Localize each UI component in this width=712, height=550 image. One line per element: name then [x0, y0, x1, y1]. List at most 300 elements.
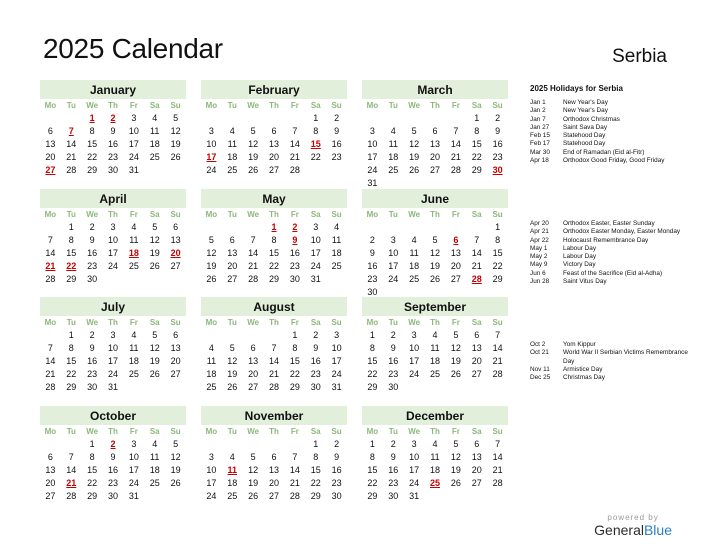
day-cell: 28: [492, 369, 503, 379]
day-cell: 15: [492, 248, 503, 258]
day-cell: 13: [269, 465, 280, 475]
weekday-label: Su: [331, 427, 342, 436]
weekday-label: Th: [108, 101, 118, 110]
holiday-name: New Year's Day: [563, 99, 608, 106]
day-cell: 18: [331, 248, 342, 258]
day-cell: 1: [369, 330, 375, 340]
day-cell: 28: [269, 382, 280, 392]
holiday-row: [530, 140, 695, 148]
day-cell: 12: [248, 465, 259, 475]
day-cell: 15: [367, 465, 378, 475]
day-cell: 14: [471, 248, 482, 258]
day-cell: 2: [390, 439, 396, 449]
day-cell: 11: [430, 343, 440, 353]
holiday-row: [530, 99, 695, 107]
day-cell: 30: [87, 382, 98, 392]
day-cell: 8: [369, 343, 375, 353]
month-may: [201, 189, 347, 286]
weekday-label: We: [86, 210, 99, 219]
day-cell: 22: [310, 152, 321, 162]
day-cell: 10: [108, 235, 119, 245]
day-cell: 26: [450, 478, 461, 488]
weekday-label: Sa: [471, 318, 482, 327]
day-cell: 17: [108, 356, 119, 366]
day-cell: 13: [45, 465, 56, 475]
page-title: 2025 Calendar: [43, 33, 223, 64]
day-cell: 6: [173, 330, 179, 340]
day-cell: 15: [310, 465, 321, 475]
weekday-label: Tu: [227, 210, 237, 219]
day-cell: 6: [271, 452, 277, 462]
holiday-day-cell: 11: [227, 465, 238, 475]
holiday-name: Victory Day: [563, 261, 596, 269]
day-cell: 7: [292, 452, 298, 462]
day-cell: 3: [334, 330, 340, 340]
powered-by-text: powered by: [607, 513, 659, 522]
day-cell: 26: [149, 261, 160, 271]
day-cell: 16: [289, 248, 300, 258]
empty-cell: [284, 112, 305, 125]
holiday-date: May 9: [530, 261, 548, 269]
holidays-list-q1: [530, 99, 695, 165]
weekday-label: Th: [108, 427, 118, 436]
weekday-label: Mo: [205, 101, 218, 110]
weekday-label: Fr: [290, 318, 299, 327]
day-cell: 9: [89, 343, 95, 353]
day-cell: 27: [471, 369, 482, 379]
weekday-label: Th: [430, 101, 440, 110]
day-cell: 29: [269, 274, 280, 284]
holiday-date: Oct 2: [530, 341, 546, 348]
holiday-name: Christmas Day: [563, 374, 605, 382]
day-cell: 4: [334, 222, 340, 232]
holiday-row: [530, 270, 695, 278]
day-cell: 6: [47, 452, 53, 462]
holiday-row: [530, 349, 695, 366]
day-cell: 8: [313, 126, 319, 136]
day-cell: 19: [450, 465, 461, 475]
day-cell: 3: [411, 330, 417, 340]
holiday-day-cell: 6: [453, 235, 459, 245]
day-cell: 27: [170, 261, 181, 271]
holiday-row: [530, 157, 695, 165]
day-cell: 16: [492, 139, 503, 149]
day-cell: 8: [369, 452, 375, 462]
holidays-list-q2: [530, 220, 695, 286]
day-cell: 10: [206, 465, 217, 475]
empty-cell: [61, 438, 82, 451]
days-grid: [201, 425, 347, 503]
day-cell: 30: [108, 165, 119, 175]
empty-cell: [243, 112, 264, 125]
days-grid: [40, 425, 186, 503]
day-cell: 2: [313, 330, 319, 340]
holiday-date: Feb 15: [530, 132, 550, 140]
weekday-label: Mo: [44, 210, 57, 219]
day-cell: 27: [170, 369, 181, 379]
brand-name-blue: Blue: [643, 522, 672, 538]
holiday-day-cell: 30: [492, 165, 503, 175]
day-cell: 20: [269, 478, 280, 488]
day-cell: 19: [170, 139, 181, 149]
day-cell: 19: [248, 478, 259, 488]
day-cell: 13: [45, 139, 56, 149]
day-cell: 21: [289, 152, 300, 162]
month-july: [40, 297, 186, 394]
day-cell: 2: [334, 439, 340, 449]
weekday-label: Th: [108, 210, 118, 219]
day-cell: 17: [409, 356, 420, 366]
day-cell: 6: [474, 330, 480, 340]
day-cell: 29: [66, 274, 77, 284]
day-cell: 9: [390, 343, 396, 353]
weekday-label: Fr: [290, 427, 299, 436]
empty-cell: [425, 221, 446, 234]
empty-cell: [222, 438, 243, 451]
month-name: February: [201, 80, 347, 99]
weekday-label: Tu: [66, 427, 76, 436]
day-cell: 25: [331, 261, 342, 271]
day-cell: 14: [492, 343, 503, 353]
weekday-label: Mo: [205, 427, 218, 436]
weekday-label: Fr: [290, 101, 299, 110]
day-cell: 13: [227, 248, 238, 258]
holiday-name: Feast of the Sacrifice (Eid al-Adha): [563, 269, 663, 277]
holidays-list-q4: [530, 341, 695, 382]
day-cell: 29: [310, 491, 321, 501]
empty-cell: [383, 112, 404, 125]
day-cell: 18: [206, 369, 217, 379]
day-cell: 1: [474, 113, 480, 123]
holiday-day-cell: 21: [45, 261, 56, 271]
day-cell: 8: [495, 235, 501, 245]
empty-cell: [40, 221, 61, 234]
day-cell: 15: [367, 356, 378, 366]
empty-cell: [243, 438, 264, 451]
weekday-label: Su: [492, 427, 503, 436]
empty-cell: [201, 221, 222, 234]
empty-cell: [445, 112, 466, 125]
day-cell: 1: [495, 222, 501, 232]
day-cell: 15: [66, 356, 77, 366]
holiday-name: Saint Vitus Day: [563, 278, 607, 286]
day-cell: 4: [208, 343, 214, 353]
day-cell: 23: [331, 152, 342, 162]
day-cell: 26: [227, 382, 238, 392]
day-cell: 19: [227, 369, 238, 379]
day-cell: 13: [248, 356, 259, 366]
day-cell: 21: [66, 152, 77, 162]
day-cell: 30: [108, 491, 119, 501]
empty-cell: [201, 329, 222, 342]
weekday-label: Th: [430, 427, 440, 436]
day-cell: 5: [173, 113, 179, 123]
weekday-label: Tu: [227, 427, 237, 436]
day-cell: 24: [108, 369, 119, 379]
days-grid: [201, 316, 347, 394]
day-cell: 23: [331, 478, 342, 488]
day-cell: 23: [87, 261, 98, 271]
empty-cell: [222, 329, 243, 342]
weekday-label: We: [86, 101, 99, 110]
holiday-row: [530, 253, 695, 261]
days-grid: [40, 99, 186, 177]
day-cell: 8: [89, 452, 95, 462]
day-cell: 13: [430, 139, 441, 149]
day-cell: 19: [149, 356, 160, 366]
weekday-label: Tu: [388, 101, 398, 110]
day-cell: 3: [131, 113, 137, 123]
month-october: [40, 406, 186, 503]
empty-cell: [243, 329, 264, 342]
day-cell: 28: [45, 274, 56, 284]
day-cell: 13: [471, 452, 482, 462]
day-cell: 31: [331, 382, 342, 392]
day-cell: 18: [430, 356, 441, 366]
day-cell: 16: [331, 465, 342, 475]
month-name: October: [40, 406, 186, 425]
day-cell: 22: [269, 261, 280, 271]
weekday-label: Su: [170, 318, 181, 327]
day-cell: 11: [388, 139, 398, 149]
weekday-label: Sa: [149, 210, 160, 219]
days-grid: [362, 99, 508, 190]
holiday-date: Jan 2: [530, 107, 546, 115]
weekday-label: Fr: [451, 210, 460, 219]
days-grid: [362, 316, 508, 394]
day-cell: 27: [45, 491, 56, 501]
holiday-day-cell: 25: [430, 478, 441, 488]
day-cell: 16: [388, 465, 399, 475]
weekday-label: Sa: [149, 318, 160, 327]
day-cell: 5: [411, 126, 417, 136]
day-cell: 23: [492, 152, 503, 162]
holiday-name: New Year's Day: [563, 107, 608, 115]
day-cell: 12: [227, 356, 238, 366]
brand-logo: [594, 522, 672, 538]
day-cell: 4: [131, 330, 137, 340]
day-cell: 10: [310, 235, 321, 245]
empty-cell: [222, 112, 243, 125]
holiday-day-cell: 28: [471, 274, 482, 284]
day-cell: 16: [87, 356, 98, 366]
day-cell: 7: [250, 235, 256, 245]
weekday-label: Sa: [471, 101, 482, 110]
day-cell: 15: [66, 248, 77, 258]
days-grid: [40, 208, 186, 286]
day-cell: 1: [89, 439, 95, 449]
empty-cell: [445, 221, 466, 234]
day-cell: 30: [87, 274, 98, 284]
month-name: July: [40, 297, 186, 316]
day-cell: 11: [129, 343, 139, 353]
holiday-name: Orthodox Good Friday, Good Friday: [563, 157, 665, 165]
weekday-label: Mo: [205, 318, 218, 327]
month-name: January: [40, 80, 186, 99]
holiday-day-cell: 15: [310, 139, 321, 149]
day-cell: 19: [170, 465, 181, 475]
weekday-label: Tu: [388, 210, 398, 219]
day-cell: 21: [450, 152, 461, 162]
day-cell: 6: [173, 222, 179, 232]
weekday-label: We: [408, 101, 421, 110]
day-cell: 24: [128, 478, 139, 488]
day-cell: 11: [430, 452, 440, 462]
holiday-day-cell: 22: [66, 261, 77, 271]
day-cell: 20: [471, 465, 482, 475]
holiday-date: Feb 17: [530, 140, 550, 148]
day-cell: 14: [45, 248, 56, 258]
day-cell: 18: [409, 261, 420, 271]
month-march: [362, 80, 508, 190]
day-cell: 26: [430, 274, 441, 284]
day-cell: 11: [129, 235, 139, 245]
day-cell: 9: [390, 452, 396, 462]
holiday-day-cell: 2: [292, 222, 298, 232]
day-cell: 13: [471, 343, 482, 353]
day-cell: 12: [149, 343, 160, 353]
holiday-name: Orthodox Easter Monday, Easter Monday: [563, 228, 681, 236]
day-cell: 23: [87, 369, 98, 379]
day-cell: 30: [367, 287, 378, 297]
holiday-day-cell: 2: [110, 113, 116, 123]
weekday-label: We: [86, 318, 99, 327]
day-cell: 9: [313, 343, 319, 353]
day-cell: 23: [388, 478, 399, 488]
day-cell: 28: [248, 274, 259, 284]
day-cell: 16: [310, 356, 321, 366]
day-cell: 16: [108, 139, 119, 149]
days-grid: [362, 208, 508, 299]
day-cell: 4: [229, 452, 235, 462]
empty-cell: [243, 221, 264, 234]
day-cell: 31: [409, 491, 420, 501]
day-cell: 21: [248, 261, 259, 271]
empty-cell: [362, 112, 383, 125]
weekday-label: We: [247, 101, 260, 110]
holiday-name: Orthodox Easter, Easter Sunday: [563, 220, 655, 227]
day-cell: 3: [208, 452, 214, 462]
day-cell: 15: [471, 139, 482, 149]
day-cell: 8: [271, 235, 277, 245]
day-cell: 30: [310, 382, 321, 392]
day-cell: 17: [367, 152, 378, 162]
generalblue-brand[interactable]: [594, 513, 672, 538]
day-cell: 29: [87, 491, 98, 501]
day-cell: 24: [206, 165, 217, 175]
day-cell: 22: [367, 369, 378, 379]
day-cell: 3: [110, 330, 116, 340]
day-cell: 21: [289, 478, 300, 488]
weekday-label: Fr: [451, 427, 460, 436]
holiday-name: World War II Serbian Victims Remembrance Day: [563, 349, 688, 365]
day-cell: 7: [495, 330, 501, 340]
day-cell: 3: [369, 126, 375, 136]
day-cell: 21: [492, 465, 503, 475]
day-cell: 9: [110, 452, 116, 462]
day-cell: 19: [206, 261, 217, 271]
empty-cell: [362, 221, 383, 234]
weekday-label: Th: [108, 318, 118, 327]
weekday-label: Sa: [471, 427, 482, 436]
holiday-row: [530, 245, 695, 253]
day-cell: 9: [89, 235, 95, 245]
holiday-day-cell: 20: [170, 248, 181, 258]
weekday-label: Fr: [290, 210, 299, 219]
day-cell: 16: [108, 465, 119, 475]
weekday-label: Fr: [129, 427, 138, 436]
day-cell: 25: [206, 382, 217, 392]
holiday-date: Apr 22: [530, 236, 549, 244]
day-cell: 15: [289, 356, 300, 366]
day-cell: 8: [68, 343, 74, 353]
day-cell: 23: [289, 261, 300, 271]
day-cell: 7: [68, 452, 74, 462]
days-grid: [201, 208, 347, 286]
day-cell: 26: [248, 491, 259, 501]
weekday-label: Mo: [44, 101, 57, 110]
day-cell: 11: [150, 126, 160, 136]
day-cell: 23: [388, 369, 399, 379]
holiday-row: [530, 107, 695, 115]
day-cell: 20: [227, 261, 238, 271]
holiday-date: Dec 25: [530, 374, 551, 382]
day-cell: 28: [450, 165, 461, 175]
day-cell: 2: [334, 113, 340, 123]
day-cell: 14: [248, 248, 259, 258]
day-cell: 1: [68, 330, 74, 340]
day-cell: 25: [227, 491, 238, 501]
day-cell: 19: [430, 261, 441, 271]
day-cell: 6: [229, 235, 235, 245]
brand-name-general: General: [594, 522, 644, 538]
day-cell: 14: [492, 452, 503, 462]
empty-cell: [264, 329, 285, 342]
day-cell: 24: [206, 491, 217, 501]
holiday-name: Orthodox Christmas: [563, 115, 620, 123]
holiday-row: [530, 278, 695, 286]
day-cell: 16: [388, 356, 399, 366]
day-cell: 8: [292, 343, 298, 353]
holiday-name: Saint Sava Day: [563, 123, 608, 131]
holiday-name: Statehood Day: [563, 132, 606, 140]
day-cell: 17: [409, 465, 420, 475]
day-cell: 2: [89, 222, 95, 232]
day-cell: 18: [388, 152, 399, 162]
weekday-label: Fr: [451, 101, 460, 110]
day-cell: 30: [388, 491, 399, 501]
empty-cell: [201, 112, 222, 125]
empty-cell: [425, 112, 446, 125]
day-cell: 11: [227, 139, 237, 149]
day-cell: 24: [331, 369, 342, 379]
holiday-date: Apr 21: [530, 228, 549, 236]
holiday-day-cell: 21: [66, 478, 77, 488]
month-december: [362, 406, 508, 503]
days-grid: [362, 425, 508, 503]
day-cell: 4: [411, 235, 417, 245]
day-cell: 15: [87, 139, 98, 149]
holiday-date: Jan 7: [530, 115, 546, 123]
day-cell: 11: [206, 356, 217, 366]
day-cell: 11: [331, 235, 342, 245]
day-cell: 27: [430, 165, 441, 175]
day-cell: 10: [409, 452, 420, 462]
holiday-name: Labour Day: [563, 253, 597, 261]
holiday-date: Apr 18: [530, 157, 549, 165]
day-cell: 31: [367, 178, 378, 188]
day-cell: 12: [409, 139, 420, 149]
